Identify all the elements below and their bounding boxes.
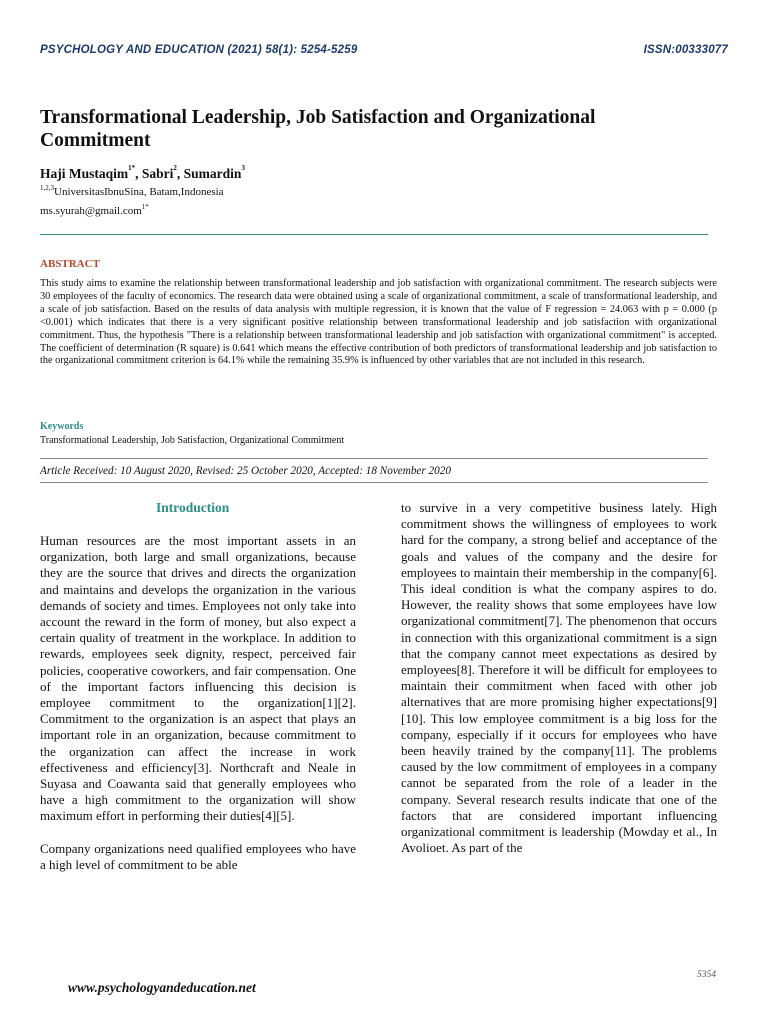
paragraph: Company organizations need qualified employees who have a high level of commitment to be able [40, 840, 356, 872]
email-superscript: 1* [141, 203, 149, 211]
dates-divider-bottom [40, 482, 708, 483]
page-number: 5354 [697, 970, 716, 980]
author-superscript: 1* [128, 164, 136, 172]
author-separator: , [135, 166, 142, 181]
paragraph: to survive in a very competitive business lately. High commitment shows the willingness of employees to work hard for the company, a strong belief and acceptance of the goals and values of the company and the desire for employees to maintain their membership in the company[6]. This ideal condition is what the company aspires to do. However, the reality shows that some employees have low organizational commitment[7]. The phenomenon that occurs in connection with this organizational commitment is a sign that the company cannot meet expectations as desired by employees[8]. Therefore it will be difficult for employees to maintain their commitment when faced with other job alternatives that are more promising higher expectations[9][10]. This low employee commitment is a big loss for the company, especially if it occurs for employees who have been heavily trained by the company[11]. The problems caused by the low commitment of employees in a company cannot be separated from the role of a leader in the company. Several research results indicate that one of the factors that are considered important influencing organizational commitment is leadership (Mowday et al., In Avolioet. As part of the [401, 500, 717, 856]
abstract-text: This study aims to examine the relationship between transformational leadership and job satisfaction with organizational commitment. The research subjects were 30 employees of the faculty of economics. The research data were obtained using a scale of organizational commitment, a scale of transformational leadership, and a scale of job satisfaction. Based on the results of data analysis with multiple regression, it is known that the value of F regression = 24.063 with p = 0.000 (p <0.001) which indicates that there is a very significant positive relationship between transformational leadership and job satisfaction with organizational commitment. Thus, the hypothesis "There is a relationship between transformational leadership and job satisfaction with organizational commitment" is accepted. The coefficient of determination (R square) is 0.641 which means the effective contribution of both predictors of transformational leadership and job satisfaction to the organizational commitment criterion is 64.1% while the remaining 35.9% is influenced by other variables that are not included in this research. [40, 278, 717, 367]
issn-header: ISSN:00333077 [643, 44, 728, 56]
author-superscript: 2 [173, 164, 177, 172]
affiliation-text: UniversitasIbnuSina, Batam,Indonesia [54, 186, 224, 198]
author-list [40, 166, 245, 182]
journal-header: PSYCHOLOGY AND EDUCATION (2021) 58(1): 5254-5259 [40, 44, 358, 56]
paragraph: Human resources are the most important assets in an organization, both large and small organizations, because they are the source that drives and directs the organization and maintains and develops the organization in the various demands of society and times. Employees not only take into account the reward in the form of money, but also expect a certain quality of treatment in the workplace. In addition to rewards, employees seek dignity, respect, perceived fair policies, cooperative coworkers, and fair compensation. One of the important factors influencing this decision is employee commitment to the organization[1][2]. Commitment to the organization is an aspect that plays an important role in an organization, because commitment to the organization can affect the increase in work effectiveness and efficiency[3]. Northcraft and Neale in Suyasa and Coawanta said that generally employees who have a high commitment to the organization will show maximum effort in performing their duties[4][5]. [40, 533, 356, 824]
corresponding-email [40, 205, 149, 217]
paper-title: Transformational Leadership, Job Satisfaction and Organizational Commitment [40, 107, 596, 151]
keywords-heading: Keywords [40, 421, 84, 432]
abstract-heading: ABSTRACT [40, 258, 100, 270]
introduction-heading: Introduction [156, 500, 230, 515]
author-superscript: 3 [241, 164, 245, 172]
keywords-text: Transformational Leadership, Job Satisfaction, Organizational Commitment [40, 435, 345, 446]
dates-divider-top [40, 458, 708, 459]
body-column-right [401, 500, 717, 856]
email-address[interactable]: ms.syurah@gmail.com [40, 205, 142, 217]
header-divider [40, 234, 708, 235]
author-name: Sabri [141, 166, 174, 181]
author-name: Sumardin [183, 166, 242, 181]
affiliation [40, 186, 224, 198]
author-separator: , [176, 166, 184, 181]
article-dates: Article Received: 10 August 2020, Revised: 25 October 2020, Accepted: 18 November 2020 [40, 465, 451, 477]
footer-website[interactable]: www.psychologyandeducation.net [68, 980, 256, 995]
affiliation-superscript: 1,2,3 [40, 184, 54, 192]
body-column-left [40, 533, 356, 873]
author-name: Haji Mustaqim [40, 166, 129, 181]
